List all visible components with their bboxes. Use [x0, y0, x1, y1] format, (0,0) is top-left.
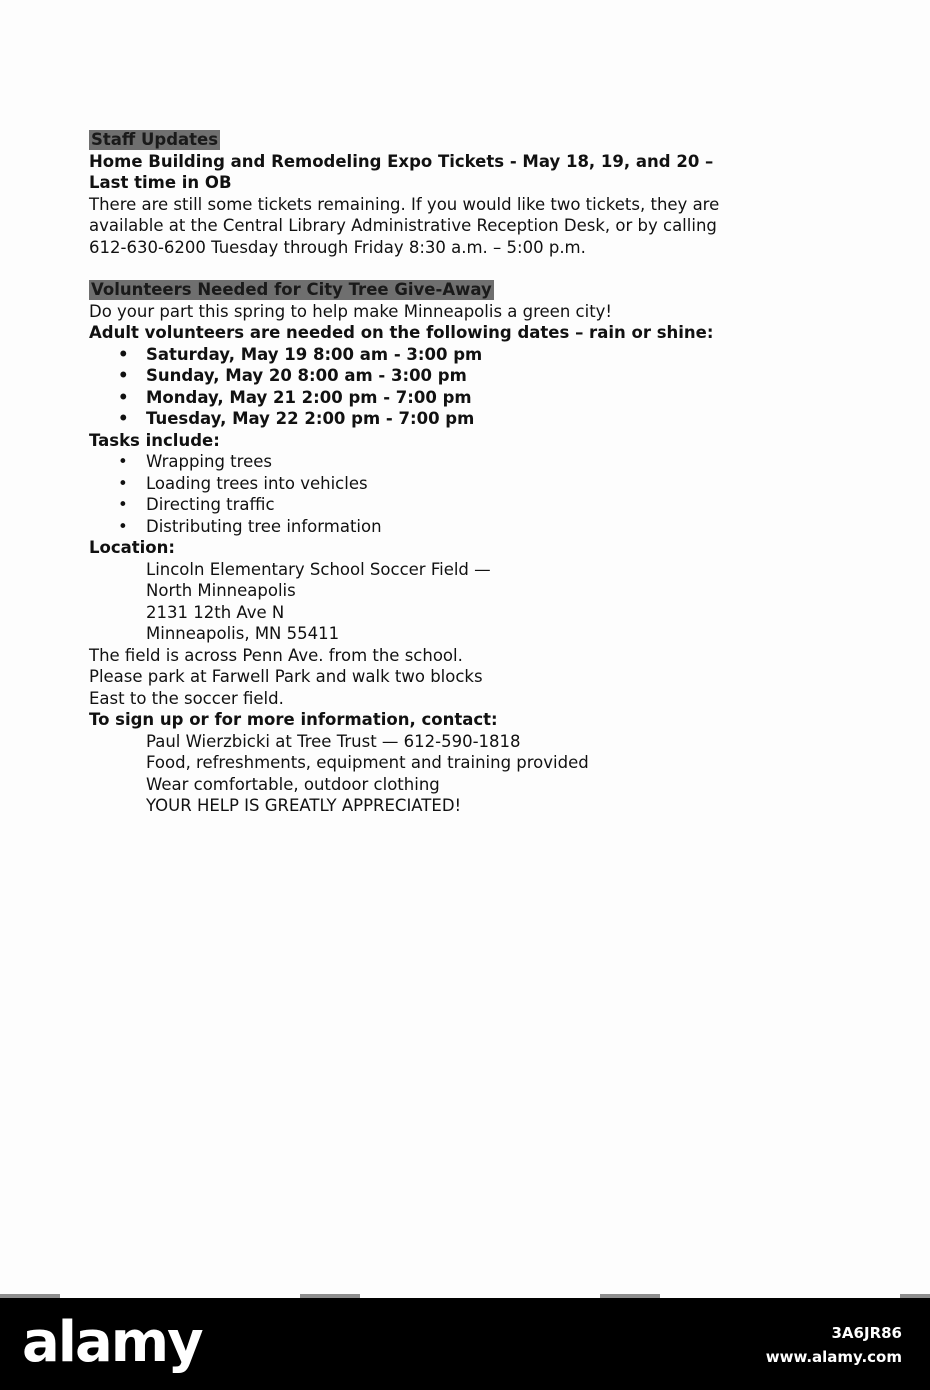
- task-item: • Distributing tree information: [146, 516, 809, 538]
- expo-body-line-3: 612-630-6200 Tuesday through Friday 8:30 a.m. – 5:00 p.m.: [89, 237, 586, 257]
- contact-line: Wear comfortable, outdoor clothing: [146, 774, 440, 794]
- task-item: • Loading trees into vehicles: [146, 473, 809, 495]
- expo-body-line-1: There are still some tickets remaining. If you would like two tickets, they are: [89, 194, 720, 214]
- volunteers-intro: Do your part this spring to help make Minneapolis a green city!: [89, 301, 613, 321]
- expo-title-line-2: Last time in OB: [89, 173, 232, 192]
- date-item: • Sunday, May 20 8:00 am - 3:00 pm: [146, 365, 809, 387]
- alamy-logo: alamy: [22, 1310, 202, 1375]
- contact-label: To sign up or for more information, contact:: [89, 710, 498, 729]
- date-item: • Saturday, May 19 8:00 am - 3:00 pm: [146, 344, 809, 366]
- contact-line: Paul Wierzbicki at Tree Trust — 612-590-1818: [146, 731, 521, 751]
- expo-title-line-1: Home Building and Remodeling Expo Tickets - May 18, 19, and 20 –: [89, 151, 714, 171]
- watermark-url: www.alamy.com: [765, 1348, 902, 1366]
- tasks-list: [89, 451, 809, 537]
- location-line: 2131 12th Ave N: [146, 602, 285, 622]
- date-item: • Monday, May 21 2:00 pm - 7:00 pm: [146, 387, 809, 409]
- volunteers-heading: Volunteers Needed for City Tree Give-Away: [91, 280, 492, 299]
- expo-body-line-2: available at the Central Library Administrative Reception Desk, or by calling: [89, 216, 717, 235]
- task-item: • Directing traffic: [146, 494, 809, 516]
- contact-line: Food, refreshments, equipment and training provided: [146, 753, 589, 772]
- dates-list: [89, 344, 809, 430]
- dates-intro: Adult volunteers are needed on the following dates – rain or shine:: [89, 323, 714, 342]
- date-item: • Tuesday, May 22 2:00 pm - 7:00 pm: [146, 408, 809, 430]
- directions-line: East to the soccer field.: [89, 688, 284, 708]
- task-item: • Wrapping trees: [146, 451, 809, 473]
- location-label: Location:: [89, 538, 175, 557]
- location-line: North Minneapolis: [146, 581, 296, 600]
- contact-line: YOUR HELP IS GREATLY APPRECIATED!: [146, 796, 462, 815]
- location-line: Lincoln Elementary School Soccer Field —: [146, 559, 491, 579]
- tasks-label: Tasks include:: [89, 430, 220, 450]
- staff-updates-heading: Staff Updates: [91, 130, 219, 149]
- location-line: Minneapolis, MN 55411: [146, 624, 340, 643]
- image-id-label: 3A6JR86: [831, 1324, 902, 1342]
- directions-line: Please park at Farwell Park and walk two blocks: [89, 667, 483, 686]
- document-body: [89, 129, 809, 817]
- directions-line: The field is across Penn Ave. from the school.: [89, 645, 463, 665]
